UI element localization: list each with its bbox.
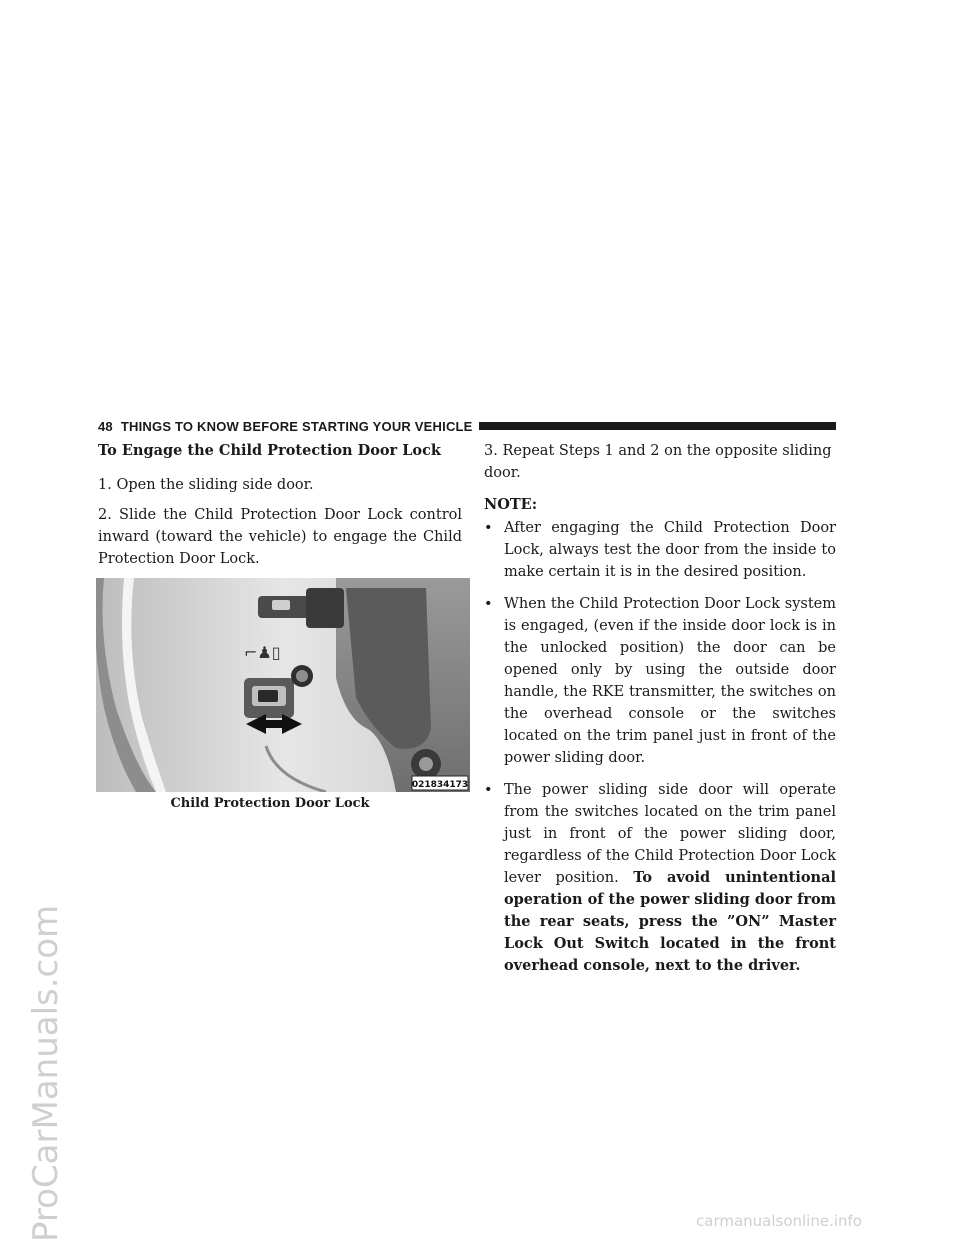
note-text: After engaging the Child Protection Door Lock, always test the door from the inside to make certain it is in the desired position. [504, 520, 836, 580]
bullet-icon: • [484, 520, 493, 536]
note-text: The power sliding side door will operate from the switches located on the trim panel just in front of the power sliding door, regardless of the Child Protection Door Lock lever position. [504, 782, 836, 886]
note-list [484, 517, 836, 977]
note-warning-text: To avoid unintentional operation of the power sliding door from the rear seats, press the ”ON” Master Lock Out Switch located in the front overhead console, next to the driver. [504, 869, 836, 974]
bottom-watermark: carmanualsonline.info [696, 1212, 862, 1230]
door-lock-illustration [96, 578, 470, 792]
step-1: 1. Open the sliding side door. [98, 477, 314, 493]
door-lock-figure [96, 578, 470, 792]
header-rule [479, 422, 836, 430]
note-title: NOTE: [484, 496, 538, 513]
page-header [98, 416, 836, 436]
figure-caption: Child Protection Door Lock [170, 796, 370, 811]
note-item [484, 779, 836, 977]
side-watermark: ProCarManuals.com [26, 904, 66, 1242]
left-column [98, 440, 469, 811]
note-text: When the Child Protection Door Lock system is engaged, (even if the inside door lock is in the unlocked position) the door can be opened only by using the outside door handle, the RKE transmitter, the switches on the overhead console or the switches located on the trim panel just in front of the power sliding door. [504, 596, 836, 766]
note-item [484, 517, 836, 583]
svg-text:⌐♟▯: ⌐♟▯ [244, 643, 281, 662]
figure-code: 021834173 [411, 780, 469, 790]
bullet-icon: • [484, 596, 493, 612]
right-column [484, 440, 836, 987]
note-item [484, 593, 836, 769]
section-title: THINGS TO KNOW BEFORE STARTING YOUR VEHICLE [120, 418, 473, 434]
page-number: 48 [98, 418, 113, 434]
section-heading: To Engage the Child Protection Door Lock [98, 442, 441, 459]
step-3: 3. Repeat Steps 1 and 2 on the opposite sliding door. [484, 443, 832, 481]
bullet-icon: • [484, 782, 493, 798]
step-2: 2. Slide the Child Protection Door Lock control inward (toward the vehicle) to engage the Child Protection Door Lock. [98, 507, 462, 567]
